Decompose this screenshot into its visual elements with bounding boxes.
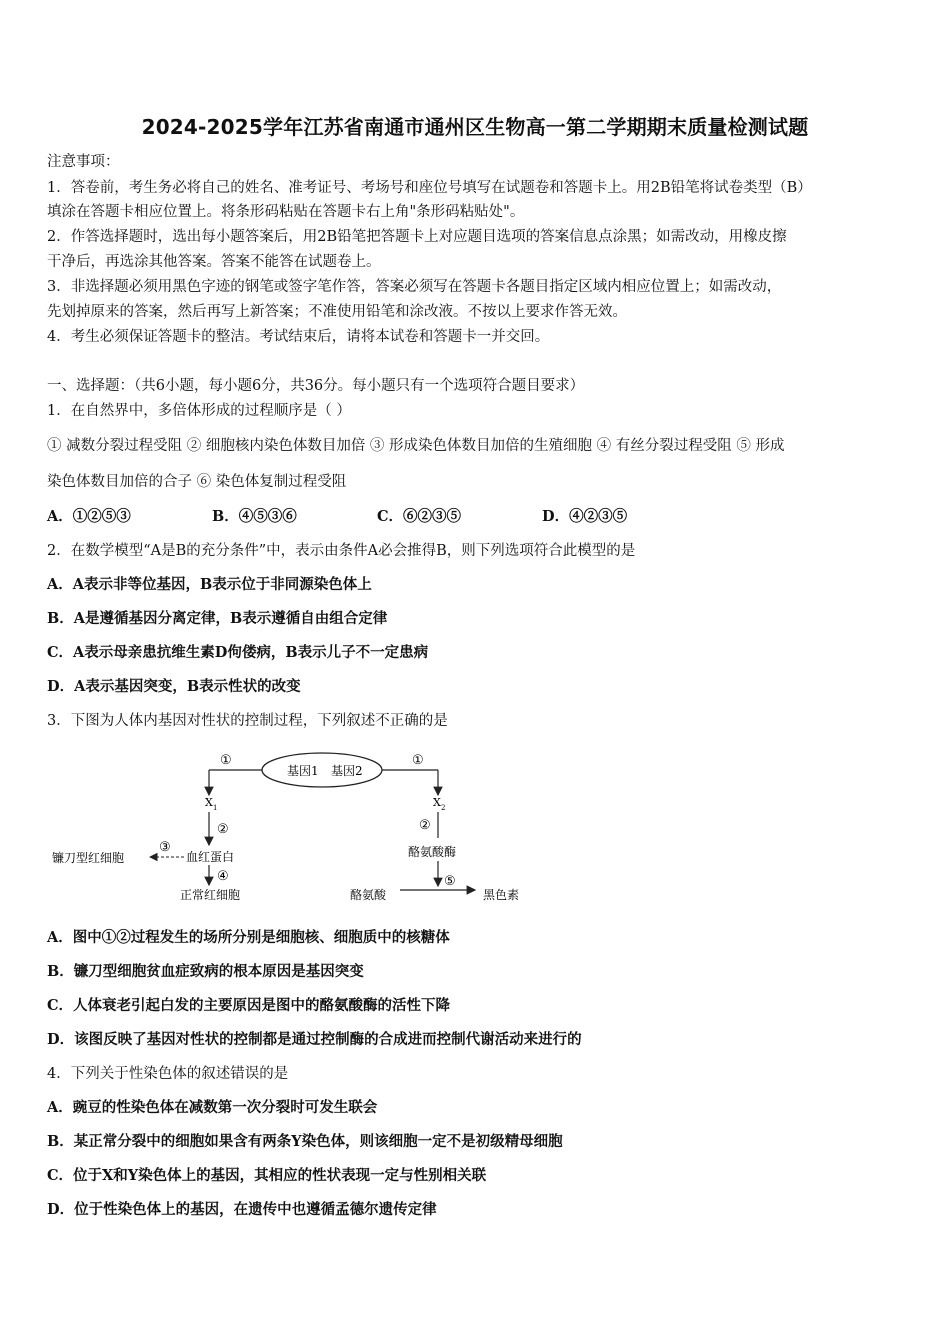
section-heading: 一、选择题：（共6小题，每小题6分，共36分。每小题只有一个选项符合题目要求） (47, 378, 585, 394)
step4-label: ④ (217, 869, 229, 884)
step2-left-label: ② (217, 822, 229, 837)
sickle-cell-label: 镰刀型红细胞 (52, 851, 125, 865)
q2-option-b: B．A是遵循基因分离定律，B表示遵循自由组合定律 (47, 610, 388, 627)
notice-line-7: 4．考生必须保证答题卡的整洁。考试结束后，请将本试卷和答题卡一并交回。 (47, 329, 550, 345)
q3-option-b: B．镰刀型细胞贫血症致病的根本原因是基因突变 (47, 963, 364, 980)
gene2-label: 基因2 (331, 764, 363, 778)
q1-option-b: B．④⑤③⑥ (212, 508, 297, 525)
q1-stem: 1．在自然界中，多倍体形成的过程顺序是（ ） (47, 403, 351, 419)
q3-option-d: D．该图反映了基因对性状的控制都是通过控制酶的合成进而控制代谢活动来进行的 (47, 1031, 582, 1048)
q4-option-b: B．某正常分裂中的细胞如果含有两条Y染色体，则该细胞一定不是初级精母细胞 (47, 1133, 563, 1150)
q4-option-a: A．豌豆的性染色体在减数第一次分裂时可发生联会 (47, 1099, 378, 1116)
page-title: 2024-2025学年江苏省南通市通州区生物高一第二学期期末质量检测试题 (141, 115, 809, 139)
q1-option-c: C．⑥②③⑤ (377, 508, 462, 525)
q4-option-d: D．位于性染色体上的基因，在遗传中也遵循孟德尔遗传定律 (47, 1201, 437, 1218)
notice-heading: 注意事项： (47, 154, 120, 170)
q1-items-line-1: ① 减数分裂过程受阻 ② 细胞核内染色体数目加倍 ③ 形成染色体数目加倍的生殖细胞 ④ 有丝分裂过程受阻 ⑤ 形成 (47, 438, 785, 454)
q2-stem: 2．在数学模型“A是B的充分条件”中，表示由条件A必会推得B，则下列选项符合此模型的是 (47, 543, 636, 559)
q3-option-c: C．人体衰老引起白发的主要原因是图中的酪氨酸酶的活性下降 (47, 997, 451, 1014)
tyrosinase-label: 酪氨酸酶 (408, 845, 457, 859)
q1-items-line-2: 染色体数目加倍的合子 ⑥ 染色体复制过程受阻 (47, 474, 347, 490)
step5-label: ⑤ (444, 874, 456, 889)
q4-stem: 4．下列关于性染色体的叙述错误的是 (47, 1066, 289, 1082)
melanin-label: 黑色素 (483, 888, 520, 902)
step3-label: ③ (159, 840, 171, 855)
notice-line-1: 1．答卷前，考生务必将自己的姓名、准考证号、考场号和座位号填写在试题卷和答题卡上。用2B铅笔将试卷类型（B） (47, 180, 812, 196)
q2-option-c: C．A表示母亲患抗维生素D佝偻病，B表示儿子不一定患病 (47, 644, 429, 661)
tyrosine-label: 酪氨酸 (350, 888, 387, 902)
x1-label: X (205, 796, 213, 809)
gene-ellipse (262, 753, 382, 787)
q3-option-a: A．图中①②过程发生的场所分别是细胞核、细胞质中的核糖体 (47, 929, 450, 946)
x2-subscript: 2 (441, 804, 446, 812)
q3-stem: 3．下图为人体内基因对性状的控制过程，下列叙述不正确的是 (47, 713, 448, 729)
x2-label: X (433, 796, 441, 809)
step1-right-label: ① (412, 753, 424, 768)
notice-line-3: 2．作答选择题时，选出每小题答案后，用2B铅笔把答题卡上对应题目选项的答案信息点涂黑；如需改动，用橡皮擦 (47, 229, 787, 245)
q2-option-a: A．A表示非等位基因，B表示位于非同源染色体上 (47, 576, 372, 593)
step1-left-label: ① (220, 753, 232, 768)
q1-option-a: A．①②⑤③ (47, 508, 131, 525)
notice-line-5: 3．非选择题必须用黑色字迹的钢笔或签字笔作答，答案必须写在答题卡各题目指定区域内相应位置上；如需改动， (47, 279, 782, 295)
notice-line-6: 先划掉原来的答案，然后再写上新答案；不准使用铅笔和涂改液。不按以上要求作答无效。 (47, 304, 627, 320)
notice-line-4: 干净后，再选涂其他答案。答案不能答在试题卷上。 (47, 254, 381, 270)
q2-option-d: D．A表示基因突变，B表示性状的改变 (47, 678, 301, 695)
notice-line-2: 填涂在答题卡相应位置上。将条形码粘贴在答题卡右上角"条形码粘贴处"。 (47, 204, 525, 220)
q1-option-d: D．④②③⑤ (542, 508, 628, 525)
gene-control-diagram (40, 740, 560, 910)
hemoglobin-label: 血红蛋白 (186, 850, 235, 864)
x1-subscript: 1 (213, 804, 218, 812)
q4-option-c: C．位于X和Y染色体上的基因，其相应的性状表现一定与性别相关联 (47, 1167, 487, 1184)
normal-rbc-label: 正常红细胞 (180, 888, 241, 902)
step2-right-label: ② (419, 818, 431, 833)
gene1-label: 基因1 (287, 764, 319, 778)
